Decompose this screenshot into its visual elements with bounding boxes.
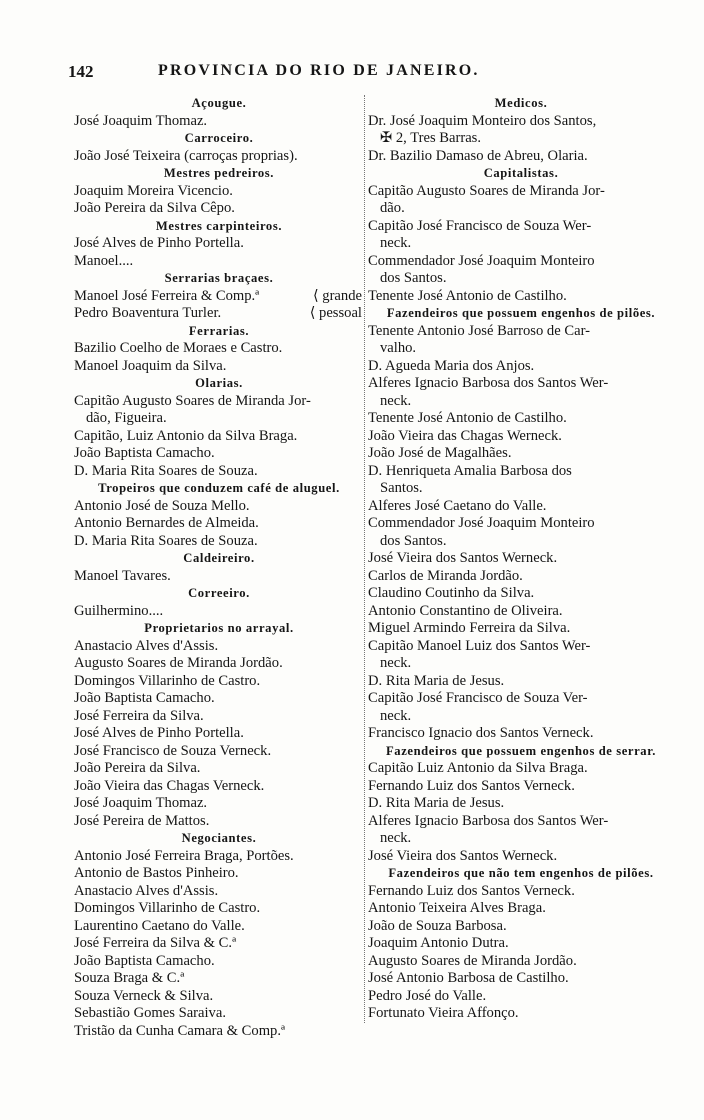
directory-entry [368, 935, 674, 953]
directory-entry [368, 918, 674, 936]
entry-line: Domingos Villarinho de Castro. [74, 672, 261, 689]
section-heading: Mestres carpinteiros. [155, 218, 283, 233]
entry-line: Souza Verneck & Silva. [74, 987, 214, 1004]
entry-line: Miguel Armindo Ferreira da Silva. [368, 620, 571, 636]
entry-line: Antonio Bernardes de Almeida. [74, 515, 259, 531]
directory-entry [368, 795, 674, 813]
directory-entry [368, 498, 674, 516]
directory-entry [74, 113, 364, 131]
page-number: 142 [68, 62, 94, 81]
entry-line: João José de Magalhães. [368, 445, 512, 461]
section-heading: Açougue. [191, 96, 247, 110]
directory-entry [74, 655, 364, 673]
entry-line: Alferes José Caetano do Valle. [368, 497, 547, 514]
entry-line: Claudino Coutinho da Silva. [368, 585, 535, 601]
directory-entry [74, 445, 364, 463]
entry-line: João Vieira das Chagas Werneck. [368, 427, 562, 444]
directory-entry [74, 428, 364, 446]
directory-entry [368, 970, 674, 988]
directory-entry [368, 323, 674, 358]
directory-entry [74, 463, 364, 481]
entry-line: Alferes Ignacio Barbosa dos Santos Wer- [368, 812, 609, 829]
directory-entry [74, 1005, 364, 1023]
directory-entry [368, 638, 674, 673]
entry-line: João Baptista Camacho. [74, 952, 215, 969]
entry-line: D. Maria Rita Soares de Souza. [74, 462, 258, 479]
directory-entry [74, 235, 364, 253]
directory-entry [368, 778, 674, 796]
entry-line: Commendador José Joaquim Monteiro [368, 252, 595, 269]
section-heading: Fazendeiros que não tem engenhos de pilões. [388, 866, 654, 880]
directory-entry [368, 183, 674, 218]
entry-line: Carlos de Miranda Jordão. [368, 567, 523, 584]
right-column [364, 95, 674, 1023]
directory-entry [74, 305, 364, 323]
entry-note: ⟨ pessoal [309, 305, 362, 321]
section-heading: Capitalistas. [483, 166, 559, 180]
directory-entry [74, 760, 364, 778]
entry-continuation: dos Santos. [380, 532, 447, 549]
entry-line: Domingos Villarinho de Castro. [74, 900, 261, 916]
entry-line: João Pereira da Silva Cêpo. [74, 200, 235, 216]
entry-line: Anastacio Alves d'Assis. [74, 882, 219, 899]
entry-line: D. Maria Rita Soares de Souza. [74, 532, 258, 549]
entry-line: José Vieira dos Santos Werneck. [368, 550, 558, 566]
entry-line: José Francisco de Souza Verneck. [74, 742, 272, 759]
directory-entry [74, 865, 364, 883]
entry-line: Commendador José Joaquim Monteiro [368, 515, 595, 531]
directory-entry [74, 725, 364, 743]
entry-line: José Pereira de Mattos. [74, 812, 210, 829]
section-heading: Caldeireiro. [183, 551, 255, 565]
directory-entry [368, 148, 674, 166]
directory-entry [74, 848, 364, 866]
entry-line: Capitão Augusto Soares de Miranda Jor- [74, 392, 311, 409]
entry-line: João de Souza Barbosa. [368, 917, 507, 934]
directory-entry [368, 515, 674, 550]
section-heading: Tropeiros que conduzem café de aluguel. [98, 481, 340, 495]
section-heading: Medicos. [494, 96, 548, 110]
directory-entry [368, 288, 674, 306]
entry-continuation: dão. [380, 200, 405, 216]
entry-line: João Baptista Camacho. [74, 445, 215, 461]
directory-entry [368, 445, 674, 463]
section-heading: Correeiro. [188, 586, 250, 600]
entry-line: José Joaquim Thomaz. [74, 112, 208, 129]
page-header [68, 62, 668, 86]
entry-line: Joaquim Antonio Dutra. [368, 935, 509, 951]
entry-line: Guilhermino.... [74, 602, 164, 619]
directory-entry [368, 550, 674, 568]
directory-entry [368, 218, 674, 253]
directory-entry [74, 288, 364, 306]
directory-entry [74, 603, 364, 621]
entry-line: João Pereira da Silva. [74, 760, 201, 776]
entry-line: José Antonio Barbosa de Castilho. [368, 970, 569, 986]
directory-entry [368, 953, 674, 971]
section-heading: Fazendeiros que possuem engenhos de pilões. [386, 306, 656, 320]
entry-line: José Alves de Pinho Portella. [74, 235, 244, 251]
entry-line: Pedro José do Valle. [368, 987, 487, 1004]
entry-line: Sebastião Gomes Saraiva. [74, 1005, 226, 1021]
section-heading: Carroceiro. [184, 131, 254, 145]
directory-entry [74, 690, 364, 708]
entry-line: Antonio Teixeira Alves Braga. [368, 900, 546, 916]
entry-line: Capitão José Francisco de Souza Ver- [368, 690, 588, 706]
directory-entry [368, 410, 674, 428]
entry-continuation: neck. [380, 392, 412, 409]
section-heading: Fazendeiros que possuem engenhos de serrar. [386, 743, 656, 758]
entry-line: Manoel.... [74, 252, 134, 269]
entry-line: João Vieira das Chagas Verneck. [74, 777, 265, 794]
section-heading: Olarias. [195, 376, 243, 390]
directory-entry [368, 603, 674, 621]
directory-entry [74, 918, 364, 936]
directory-entry [368, 358, 674, 376]
directory-entry [74, 988, 364, 1006]
directory-entry [368, 900, 674, 918]
entry-line: Laurentino Caetano do Valle. [74, 917, 245, 934]
directory-entry [74, 673, 364, 691]
directory-entry [74, 568, 364, 586]
directory-entry [74, 253, 364, 271]
directory-entry [74, 813, 364, 831]
entry-line: D. Henriqueta Amalia Barbosa dos [368, 462, 572, 479]
entry-continuation: ✠ 2, Tres Barras. [380, 130, 482, 146]
entry-line: Alferes Ignacio Barbosa dos Santos Wer- [368, 375, 609, 391]
entry-line: Tenente José Antonio de Castilho. [368, 287, 567, 304]
directory-entry [74, 778, 364, 796]
directory-entry [368, 1005, 674, 1023]
directory-entry [74, 883, 364, 901]
directory-entry [368, 848, 674, 866]
directory-entry [74, 340, 364, 358]
directory-entry [74, 393, 364, 428]
directory-entry [74, 970, 364, 988]
entry-line: João Baptista Camacho. [74, 690, 215, 706]
left-column [74, 95, 364, 1040]
directory-entry [74, 183, 364, 201]
entry-line: Dr. José Joaquim Monteiro dos Santos, [368, 112, 597, 129]
entry-line: Capitão, Luiz Antonio da Silva Braga. [74, 427, 298, 444]
entry-line: Fortunato Vieira Affonço. [368, 1005, 519, 1021]
directory-entry [368, 428, 674, 446]
entry-line: Antonio José de Souza Mello. [74, 497, 250, 514]
entry-line: Tenente José Antonio de Castilho. [368, 410, 567, 426]
running-title: PROVINCIA DO RIO DE JANEIRO. [158, 62, 480, 79]
entry-line: José Ferreira da Silva & C.ª [74, 935, 237, 951]
entry-line: João José Teixeira (carroças proprias). [74, 147, 298, 164]
directory-entry [74, 953, 364, 971]
entry-continuation: dão, Figueira. [86, 410, 167, 426]
section-heading: Ferrarias. [188, 323, 250, 338]
entry-line: José Joaquim Thomaz. [74, 795, 208, 811]
entry-name: Pedro Boaventura Turler. [74, 305, 222, 321]
directory-entry [74, 1023, 364, 1041]
entry-continuation: neck. [380, 655, 412, 671]
entry-line: Souza Braga & C.ª [74, 970, 185, 986]
directory-entry [368, 253, 674, 288]
entry-line: Francisco Ignacio dos Santos Verneck. [368, 725, 594, 741]
directory-entry [368, 568, 674, 586]
entry-name: Manoel José Ferreira & Comp.ª [74, 287, 260, 304]
directory-entry [368, 813, 674, 848]
directory-entry [74, 638, 364, 656]
entry-line: Capitão Manoel Luiz dos Santos Wer- [368, 637, 591, 654]
entry-continuation: Santos. [380, 480, 423, 496]
entry-line: José Vieira dos Santos Werneck. [368, 847, 558, 864]
entry-line: Capitão José Francisco de Souza Wer- [368, 217, 592, 234]
entry-line: José Alves de Pinho Portella. [74, 725, 244, 741]
entry-continuation: dos Santos. [380, 270, 447, 286]
entry-continuation: neck. [380, 235, 412, 251]
directory-entry [74, 148, 364, 166]
entry-line: Antonio Constantino de Oliveira. [368, 602, 563, 619]
entry-continuation: neck. [380, 707, 412, 724]
entry-line: D. Agueda Maria dos Anjos. [368, 357, 535, 374]
directory-entry [368, 620, 674, 638]
entry-continuation: valho. [380, 340, 417, 356]
directory-entry [74, 935, 364, 953]
directory-entry [368, 725, 674, 743]
directory-entry [74, 795, 364, 813]
section-heading: Negociantes. [181, 831, 257, 845]
directory-entry [368, 113, 674, 148]
directory-entry [74, 358, 364, 376]
entry-note: ⟨ grande [312, 287, 362, 304]
entry-line: Antonio de Bastos Pinheiro. [74, 865, 239, 881]
directory-entry [368, 690, 674, 725]
entry-line: Dr. Bazilio Damaso de Abreu, Olaria. [368, 147, 588, 164]
section-heading: Proprietarios no arrayal. [144, 621, 294, 635]
entry-line: Antonio José Ferreira Braga, Portões. [74, 847, 294, 864]
entry-line: D. Rita Maria de Jesus. [368, 672, 505, 689]
entry-line: Manoel Joaquim da Silva. [74, 357, 227, 374]
entry-line: Capitão Luiz Antonio da Silva Braga. [368, 760, 588, 776]
section-heading: Serrarias braçaes. [164, 271, 274, 285]
section-heading: Mestres pedreiros. [163, 166, 275, 180]
directory-entry [74, 900, 364, 918]
entry-line: Augusto Soares de Miranda Jordão. [74, 655, 283, 671]
entry-line: D. Rita Maria de Jesus. [368, 795, 505, 811]
entry-line: Joaquim Moreira Vicencio. [74, 182, 233, 199]
entry-line: Fernando Luiz dos Santos Verneck. [368, 777, 575, 794]
entry-line: Fernando Luiz dos Santos Verneck. [368, 882, 575, 899]
directory-entry [368, 673, 674, 691]
directory-entry [368, 883, 674, 901]
entry-line: Capitão Augusto Soares de Miranda Jor- [368, 182, 605, 199]
entry-line: Tristão da Cunha Camara & Comp.ª [74, 1022, 286, 1039]
directory-entry [74, 743, 364, 761]
directory-entry [368, 375, 674, 410]
entry-line: Bazilio Coelho de Moraes e Castro. [74, 340, 283, 356]
directory-entry [368, 585, 674, 603]
directory-entry [74, 200, 364, 218]
entry-continuation: neck. [380, 830, 412, 846]
entry-line: Anastacio Alves d'Assis. [74, 637, 219, 654]
entry-line: José Ferreira da Silva. [74, 707, 204, 724]
entry-line: Tenente Antonio José Barroso de Car- [368, 322, 590, 339]
entry-line: Augusto Soares de Miranda Jordão. [368, 952, 577, 969]
directory-entry [74, 533, 364, 551]
directory-entry [368, 988, 674, 1006]
directory-entry [74, 515, 364, 533]
directory-entry [368, 760, 674, 778]
entry-line: Manoel Tavares. [74, 567, 171, 584]
directory-entry [368, 463, 674, 498]
directory-entry [74, 708, 364, 726]
directory-entry [74, 498, 364, 516]
